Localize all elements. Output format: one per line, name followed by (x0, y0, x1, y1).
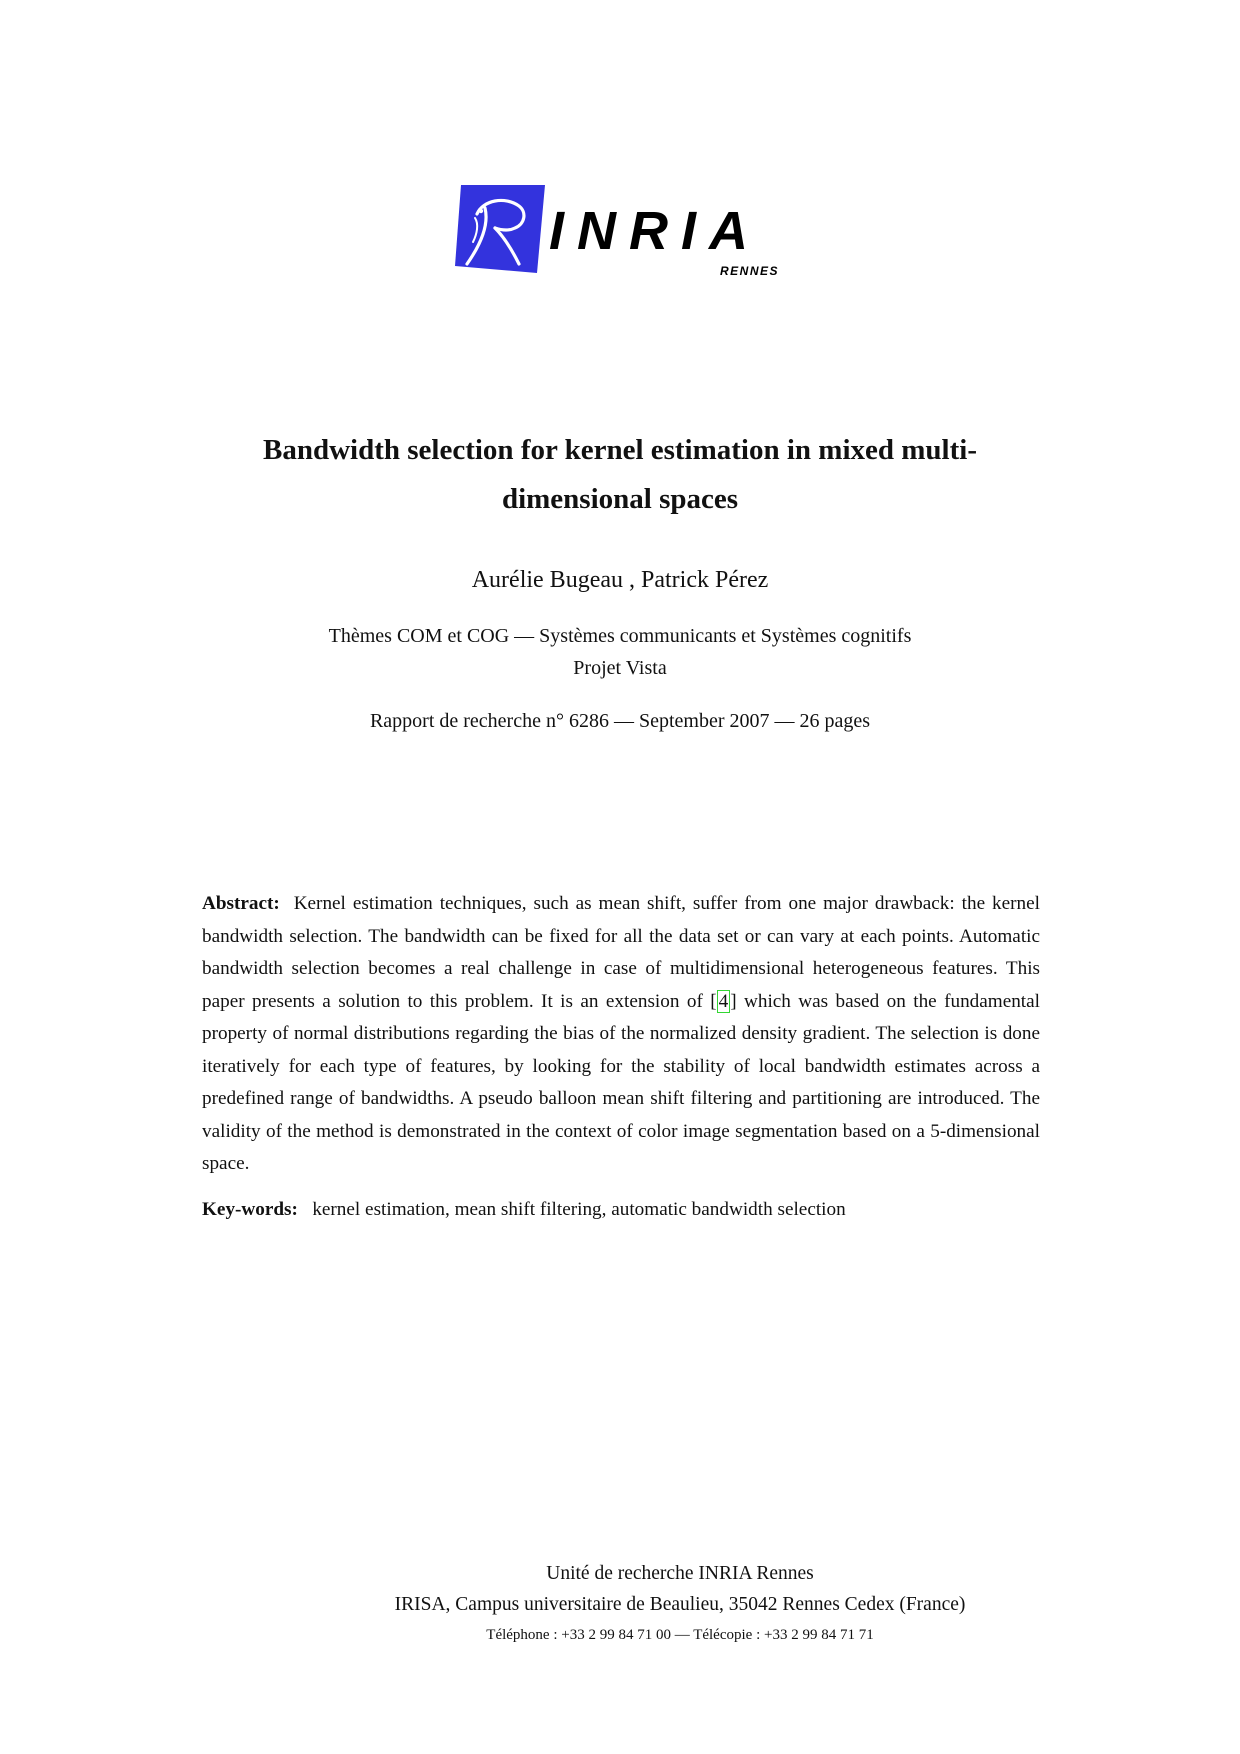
inria-logo (455, 184, 795, 284)
themes-line: Thèmes COM et COG — Systèmes communicants et Systèmes cognitifs (328, 625, 912, 647)
themes-block (0, 620, 1240, 684)
abstract-text-1: Kernel estimation techniques, such as mean shift, suffer from one major drawback: the kernel bandwidth selection. The bandwidth can be fixed for all the data set or can vary at each points. Automatic bandwidth selection becomes a real challenge in case of multidimensional heterogeneous features. This paper presents a solution to this problem. It is an extension of [ (202, 893, 1040, 1012)
abstract (202, 888, 1040, 1181)
emblem-dot (479, 209, 483, 213)
footer-phone: Téléphone : +33 2 99 84 71 00 — Télécopie : +33 2 99 84 71 71 (486, 1627, 874, 1643)
keywords-text: kernel estimation, mean shift filtering, automatic bandwidth selection (312, 1199, 846, 1220)
authors: Aurélie Bugeau , Patrick Pérez (471, 567, 769, 593)
paper-title: Bandwidth selection for kernel estimation in mixed multi-dimensional spaces (263, 434, 977, 515)
logo-subtitle: RENNES (720, 264, 780, 278)
footer-unit: Unité de recherche INRIA Rennes (546, 1563, 814, 1584)
citation-link[interactable]: 4 (718, 990, 729, 1012)
logo-wordmark: INRIA (549, 201, 761, 261)
report-info: Rapport de recherche n° 6286 — September 2007 — 26 pages (369, 710, 871, 732)
inria-emblem-icon (455, 184, 545, 274)
keywords-label: Key-words: (202, 1199, 298, 1220)
project-line: Projet Vista (573, 657, 667, 679)
keywords (202, 1195, 1040, 1225)
abstract-text-2: ] which was based on the fundamental property of normal distributions regarding the bias of the normalized density gradient. The selection is done iteratively for each type of features, by looking for the stability of local bandwidth estimates across a predefined range of bandwidths. A pseudo balloon mean shift filtering and partitioning are introduced. The validity of the method is demonstrated in the context of color image segmentation based on a 5-dimensional space. (202, 990, 1040, 1174)
footer-address: IRISA, Campus universitaire de Beaulieu, 35042 Rennes Cedex (France) (394, 1594, 966, 1615)
abstract-label: Abstract: (202, 893, 280, 914)
